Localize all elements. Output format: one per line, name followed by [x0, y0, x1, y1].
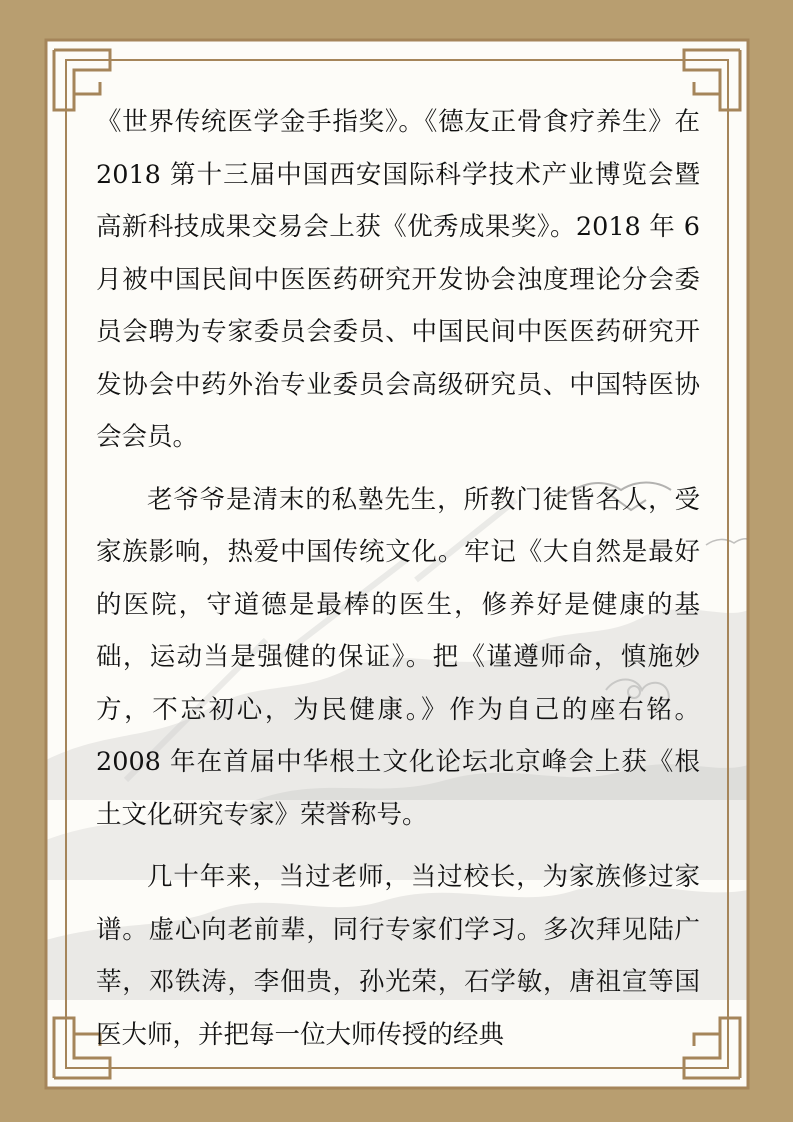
body-text [96, 96, 700, 1061]
paragraph-1: 《世界传统医学金手指奖》。《德友正骨食疗养生》在 2018 第十三届中国西安国际科学技术产业博览会暨高新科技成果交易会上获《优秀成果奖》。2018 年 6 月被中国民间中医医药研究开发协会浊度理论分会委员会聘为专家委员会委员、中国民间中医医药研究开发协会中药外治专业委员会高级研究员、中国特医协会会员。 [96, 107, 700, 452]
paragraph-2: 老爷爷是清末的私塾先生，所教门徒皆名人，受家族影响，热爱中国传统文化。牢记《大自然是最好的医院，守道德是最棒的医生，修养好是健康的基础，运动当是强健的保证》。把《谨遵师命，慎施妙方，不忘初心，为民健康。》作为自己的座右铭。2008 年在首届中华根土文化论坛北京峰会上获《根土文化研究专家》荣誉称号。 [96, 484, 700, 830]
paragraph-3: 几十年来，当过老师，当过校长，为家族修过家谱。虚心向老前辈，同行专家们学习。多次拜见陆广莘，邓铁涛，李佃贵，孙光荣，石学敏，唐祖宣等国医大师，并把每一位大师传授的经典 [96, 862, 700, 1050]
